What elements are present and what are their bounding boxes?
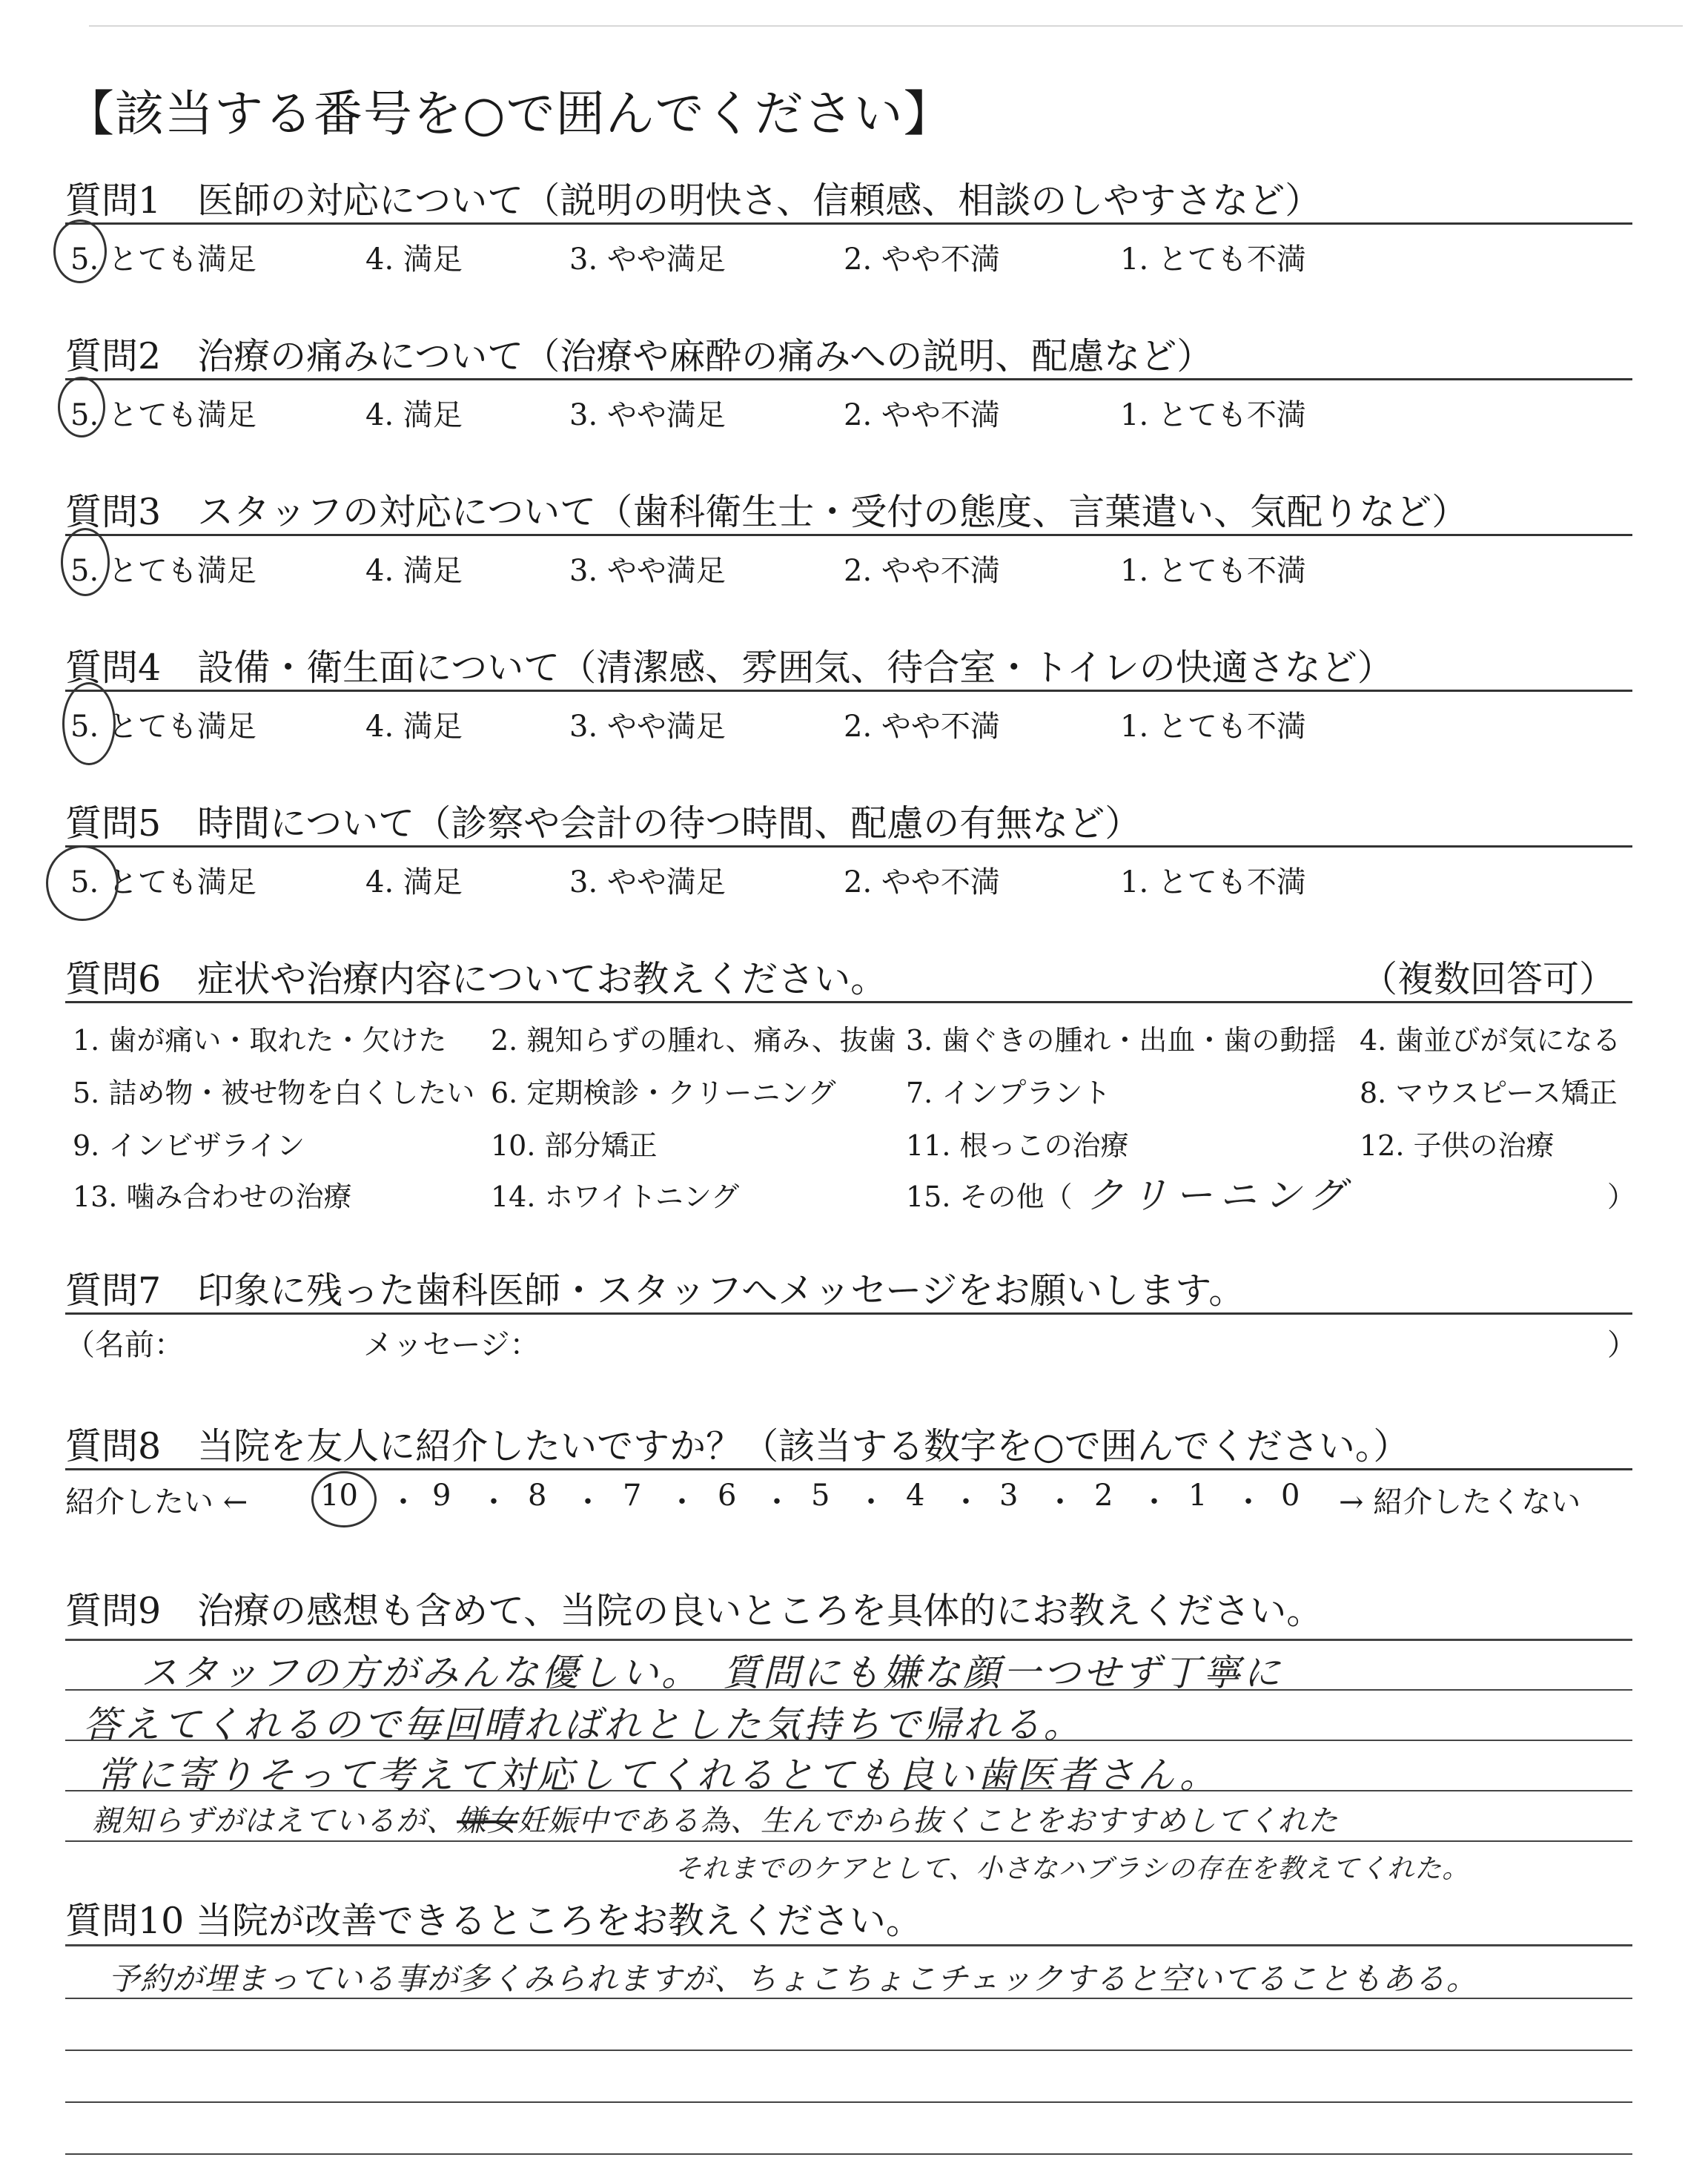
q9-line-4 — [65, 1840, 1632, 1842]
q9-answer-line-4 — [92, 1797, 1338, 1840]
q2-option-5[interactable]: 5. とても満足 — [70, 398, 256, 432]
q6-option-10[interactable]: 10. 部分矯正 — [491, 1129, 658, 1162]
q3-option-1[interactable]: 1. とても不満 — [1120, 554, 1306, 588]
q8-number-1[interactable]: 1 — [1188, 1479, 1208, 1513]
q8-sep: ・ — [1045, 1485, 1075, 1519]
question-6-multi-note: （複数回答可） — [1361, 958, 1616, 1000]
q6-option-5[interactable]: 5. 詰め物・被せ物を白くしたい — [73, 1077, 475, 1109]
q2-option-4[interactable]: 4. 満足 — [365, 398, 463, 432]
q1-selection-circle — [53, 219, 107, 283]
q9-answer-line-4b: 妊娠中である為、生んでから抜くことをおすすめしてくれた — [517, 1804, 1339, 1838]
question-6-title: 質問6 症状や治療内容についてお教えください。 — [65, 958, 887, 1000]
q6-option-2[interactable]: 2. 親知らずの腫れ、痛み、抜歯 — [491, 1024, 896, 1057]
question-8-title: 質問8 当院を友人に紹介したいですか？（該当する数字を○で囲んでください。） — [65, 1425, 1410, 1467]
question-4-rule — [65, 690, 1632, 692]
q9-answer-line-5: それまでのケアとして、小さなハブラシの存在を教えてくれた。 — [675, 1854, 1470, 1884]
q9-answer-line-4-struck: 嫌女 — [457, 1804, 517, 1838]
q9-answer-line-2: 答えてくれるので毎回晴ればれとした気持ちで帰れる。 — [83, 1703, 1084, 1746]
q7-message-label: メッセージ： — [363, 1328, 540, 1362]
q6-option-3[interactable]: 3. 歯ぐきの腫れ・出血・歯の動揺 — [906, 1024, 1337, 1057]
question-8-rule — [65, 1468, 1632, 1470]
q8-number-0[interactable]: 0 — [1281, 1479, 1300, 1513]
q8-sep: ・ — [1234, 1485, 1263, 1519]
q10-line-4 — [65, 2153, 1632, 2155]
question-3-title: 質問3 スタッフの対応について（歯科衛生士・受付の態度、言葉遣い、気配りなど） — [65, 491, 1469, 533]
q1-option-4[interactable]: 4. 満足 — [365, 242, 463, 277]
q8-sep: ・ — [951, 1485, 981, 1519]
q4-option-1[interactable]: 1. とても不満 — [1120, 710, 1306, 744]
q6-option-14[interactable]: 14. ホワイトニング — [491, 1180, 740, 1213]
q10-answer-line-1: 予約が埋まっている事が多くみられますが、ちょこちょこチェックすると空いてることもある。 — [108, 1961, 1478, 1997]
q8-number-4[interactable]: 4 — [906, 1479, 925, 1513]
q2-option-3[interactable]: 3. やや満足 — [569, 398, 726, 432]
q6-option-6[interactable]: 6. 定期検診・クリーニング — [491, 1077, 836, 1109]
q8-left-label: 紹介したい ← — [65, 1485, 248, 1519]
top-border — [89, 25, 1683, 27]
q8-number-6[interactable]: 6 — [718, 1479, 737, 1513]
q3-selection-circle — [61, 528, 110, 596]
q4-option-2[interactable]: 2. やや不満 — [844, 710, 1000, 744]
question-2-rule — [65, 378, 1632, 380]
page-title: 【該当する番号を○で囲んでください】 — [65, 85, 953, 142]
q4-option-3[interactable]: 3. やや満足 — [569, 710, 726, 744]
question-10-title: 質問10 当院が改善できるところをお教えください。 — [65, 1900, 922, 1942]
q10-line-3 — [65, 2101, 1632, 2103]
q8-number-3[interactable]: 3 — [999, 1479, 1019, 1513]
q9-line-0 — [65, 1639, 1632, 1641]
q6-option-1[interactable]: 1. 歯が痛い・取れた・欠けた — [73, 1024, 447, 1057]
q3-option-2[interactable]: 2. やや不満 — [844, 554, 1000, 588]
question-1-rule — [65, 222, 1632, 225]
q2-option-2[interactable]: 2. やや不満 — [844, 398, 1000, 432]
q7-close-paren: ） — [1607, 1328, 1637, 1362]
question-1-title: 質問1 医師の対応について（説明の明快さ、信頼感、相談のしやすさなど） — [65, 179, 1322, 222]
q7-name-label: （名前： — [65, 1328, 184, 1362]
q2-option-1[interactable]: 1. とても不満 — [1120, 398, 1306, 432]
q3-option-5[interactable]: 5. とても満足 — [70, 554, 256, 588]
q1-option-3[interactable]: 3. やや満足 — [569, 242, 726, 277]
q5-option-1[interactable]: 1. とても不満 — [1120, 865, 1306, 899]
q4-option-4[interactable]: 4. 満足 — [365, 710, 463, 744]
q6-option-13[interactable]: 13. 噛み合わせの治療 — [73, 1180, 352, 1213]
q6-option-15[interactable]: 15. その他（ — [906, 1180, 1073, 1213]
q8-right-label: → 紹介したくない — [1339, 1485, 1581, 1519]
q6-option-4[interactable]: 4. 歯並びが気になる — [1360, 1024, 1621, 1057]
question-5-title: 質問5 時間について（診察や会計の待つ時間、配慮の有無など） — [65, 802, 1142, 845]
q6-other-close: ） — [1607, 1180, 1636, 1213]
question-4-title: 質問4 設備・衛生面について（清潔感、雰囲気、待合室・トイレの快適さなど） — [65, 647, 1394, 689]
q9-answer-line-3: 常に寄りそって考えて対応してくれるとても良い歯医者さん。 — [96, 1754, 1219, 1797]
q6-option-9[interactable]: 9. インビザライン — [73, 1129, 305, 1162]
question-9-title: 質問9 治療の感想も含めて、当院の良いところを具体的にお教えください。 — [65, 1590, 1323, 1632]
q6-option-8[interactable]: 8. マウスピース矯正 — [1360, 1077, 1618, 1109]
q1-option-2[interactable]: 2. やや不満 — [844, 242, 1000, 277]
q8-sep: ・ — [388, 1485, 418, 1519]
q8-sep: ・ — [856, 1485, 886, 1519]
q8-sep: ・ — [667, 1485, 697, 1519]
q6-option-7[interactable]: 7. インプラント — [906, 1077, 1111, 1109]
q6-option-11[interactable]: 11. 根っこの治療 — [906, 1129, 1129, 1162]
q9-answer-line-1: スタッフの方がみんな優しい。 質問にも嫌な顔一つせず丁寧に — [141, 1651, 1283, 1694]
question-7-rule — [65, 1312, 1632, 1315]
q10-line-0 — [65, 1944, 1632, 1946]
q8-sep: ・ — [573, 1485, 603, 1519]
q2-selection-circle — [58, 377, 105, 437]
q4-selection-circle — [62, 682, 116, 765]
q8-selection-circle — [311, 1471, 377, 1527]
question-5-rule — [65, 845, 1632, 848]
q8-number-5[interactable]: 5 — [811, 1479, 830, 1513]
q6-option-12[interactable]: 12. 子供の治療 — [1360, 1129, 1555, 1162]
q1-option-5[interactable]: 5. とても満足 — [70, 242, 256, 277]
q8-number-9[interactable]: 9 — [432, 1479, 451, 1513]
question-2-title: 質問2 治療の痛みについて（治療や麻酔の痛みへの説明、配慮など） — [65, 335, 1214, 377]
question-3-rule — [65, 534, 1632, 536]
question-7-title: 質問7 印象に残った歯科医師・スタッフへメッセージをお願いします。 — [65, 1269, 1245, 1312]
q8-number-7[interactable]: 7 — [623, 1479, 642, 1513]
q8-number-2[interactable]: 2 — [1094, 1479, 1113, 1513]
q5-option-3[interactable]: 3. やや満足 — [569, 865, 726, 899]
q5-option-2[interactable]: 2. やや不満 — [844, 865, 1000, 899]
q8-sep: ・ — [762, 1485, 792, 1519]
q8-sep: ・ — [479, 1485, 509, 1519]
q8-sep: ・ — [1139, 1485, 1169, 1519]
q3-option-4[interactable]: 4. 満足 — [365, 554, 463, 588]
q6-other-handwritten: クリーニング — [1086, 1174, 1352, 1217]
q5-option-4[interactable]: 4. 満足 — [365, 865, 463, 899]
q9-answer-line-4a: 親知らずがはえているが、 — [92, 1804, 457, 1838]
q8-number-10[interactable]: 10 — [320, 1479, 358, 1513]
q8-number-8[interactable]: 8 — [528, 1479, 547, 1513]
q5-option-5[interactable]: 5. とても満足 — [70, 865, 256, 899]
q10-line-2 — [65, 2050, 1632, 2051]
q1-option-1[interactable]: 1. とても不満 — [1120, 242, 1306, 277]
q3-option-3[interactable]: 3. やや満足 — [569, 554, 726, 588]
question-6-rule — [65, 1001, 1632, 1003]
q5-selection-circle — [46, 845, 119, 921]
q4-option-5[interactable]: 5. とても満足 — [70, 710, 256, 744]
